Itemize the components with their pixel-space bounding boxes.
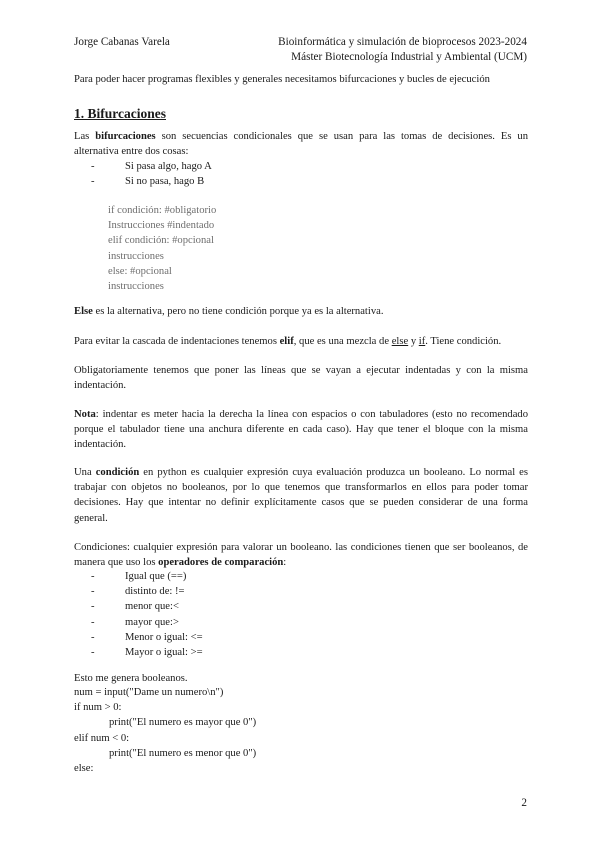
example-intro: Esto me genera booleanos. — [74, 673, 188, 684]
list-item: - Mayor o igual: >= — [91, 646, 203, 658]
bifurcaciones-paragraph: Las bifurcaciones son secuencias condicionales que se usan para las tomas de decisiones. Es un alternativa entre dos cosas: — [74, 131, 528, 158]
header-course: Bioinformática y simulación de bioprocesos 2023-2024 — [278, 36, 527, 48]
syntax-line: Instrucciones #indentado — [108, 220, 215, 232]
conditions-paragraph: Condiciones: cualquier expresión para valorar un booleano. las condiciones tienen que ser booleanos, de manera que uso los operadores de comparación: — [74, 542, 528, 569]
syntax-line: elif condición: #opcional — [108, 235, 214, 247]
code-line: elif num < 0: — [74, 732, 130, 744]
condition-paragraph: Una condición en python es cualquier expresión cuya evaluación produzca un booleano. Lo normal es trabajar con objetos no booleanos, por lo que tenemos que transformarlos en ellos para poder tomar decisiones. Hay que intentar no definir explícitamente casos que se pueden considerar de una forma general. — [74, 467, 528, 524]
code-line: if num > 0: — [74, 702, 122, 714]
list-item: - distinto de: != — [91, 586, 185, 598]
section-title: 1. Bifurcaciones — [74, 106, 166, 121]
code-line: print("El numero es mayor que 0") — [109, 717, 257, 729]
list-item: - Igual que (==) — [91, 571, 187, 582]
list-item: - Si pasa algo, hago A — [91, 161, 212, 172]
code-line: else: — [74, 763, 94, 775]
syntax-line: instrucciones — [108, 250, 164, 262]
list-item: - Si no pasa, hago B — [91, 176, 205, 188]
indentation-paragraph: Obligatoriamente tenemos que poner las líneas que se vayan a ejecutar indentadas y con la misma indentación. — [74, 365, 528, 392]
code-block — [74, 685, 256, 776]
code-line: print("El numero es menor que 0") — [109, 747, 257, 759]
operators-list — [91, 569, 491, 660]
code-line: num = input("Dame un numero\n") — [74, 687, 224, 698]
elif-paragraph: Para evitar la cascada de indentaciones tenemos elif, que es una mezcla de else y if. Tiene condición. — [74, 336, 502, 347]
note-paragraph: Nota: indentar es meter hacia la derecha la línea con espacios o con tabuladores (esto no recomendado porque el tabulador tiene una anchura diferente en cada caso). Hay que tener el bloque con la misma indentación. — [74, 409, 528, 451]
header-author: Jorge Cabanas Varela — [74, 36, 170, 48]
list-item: - mayor que:> — [91, 616, 179, 628]
intro-text: Para poder hacer programas flexibles y generales necesitamos bifurcaciones y bucles de ejecución — [74, 74, 490, 85]
syntax-line: if condición: #obligatorio — [108, 205, 217, 216]
header-program: Máster Biotecnología Industrial y Ambiental (UCM) — [291, 51, 527, 63]
else-paragraph: Else es la alternativa, pero no tiene condición porque ya es la alternativa. — [74, 306, 384, 317]
syntax-block — [108, 203, 216, 294]
bifurcaciones-term: bifurcaciones — [95, 131, 156, 142]
list-item: - Menor o igual: <= — [91, 631, 203, 643]
syntax-line: instrucciones — [108, 281, 164, 293]
syntax-line: else: #opcional — [108, 265, 172, 277]
alternatives-list — [91, 159, 491, 189]
list-item: - menor que:< — [91, 601, 179, 613]
page-number: 2 — [521, 797, 527, 809]
